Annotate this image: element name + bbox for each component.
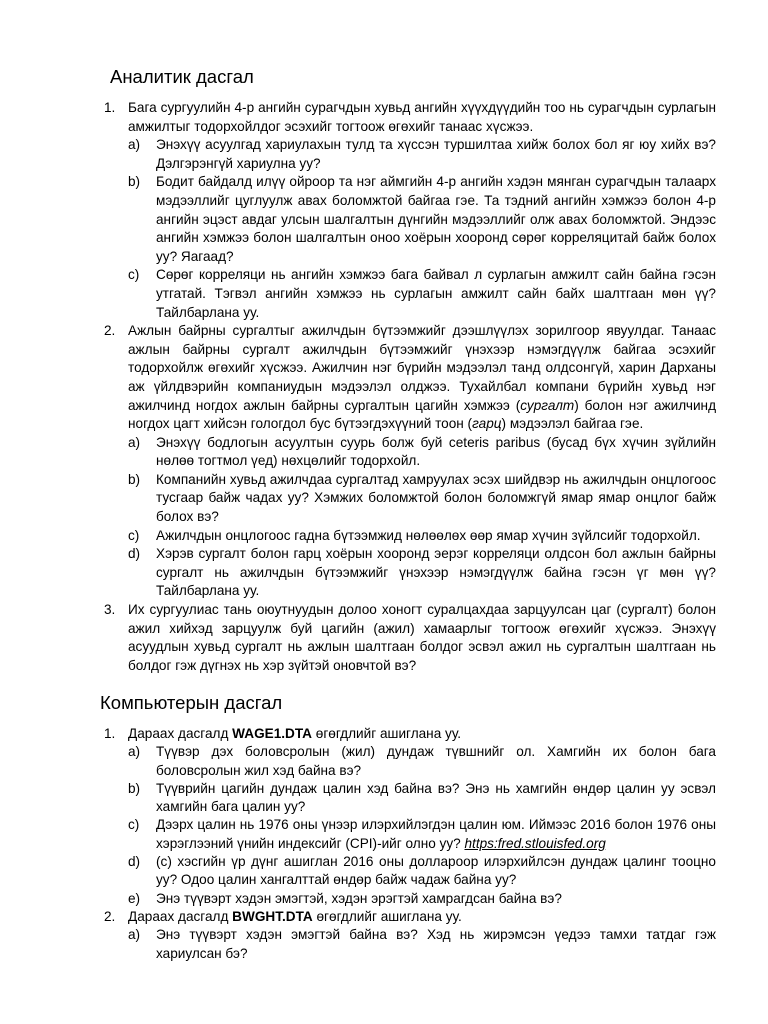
sub-text: Түүврийн цагийн дундаж цалин хэд байна вэ? Энэ нь хамгийн өндөр цалин уу эсвэл хамгийн бага цалин уу? xyxy=(156,780,716,815)
sub-text: Энэ түүвэрт хэдэн эмэгтэй, хэдэн эрэгтэй хамрагдсан байна вэ? xyxy=(156,890,562,906)
sub-letter: c) xyxy=(128,817,140,833)
dataset-name: BWGHT.DTA xyxy=(232,908,313,924)
sub-letter: a) xyxy=(128,434,141,450)
emphasis-output: гарц xyxy=(472,416,502,432)
item-text xyxy=(128,908,716,926)
sub-letter: b) xyxy=(128,780,141,796)
exercise-item-2 xyxy=(100,322,716,601)
item-number: 1. xyxy=(104,726,116,741)
sub-item-c1d xyxy=(128,853,716,890)
section-title-computer: Компьютерын дасгал xyxy=(100,692,283,713)
item-text: Их сургуулиас тань оюутнуудын долоо хоногт суралцахдаа зарцуулсан цаг (сургалт) болон ажил хийхэд зарцуулж буй цагийн (ажил) хамаарлыг тогтоож өгөхийг хүсжээ. Энэхүү асуудлын хувьд сургалт нь ажлын шалтгаан болдог эсвэл ажил нь сургалтын шалтгаан нь болдог гэж дүгнэх нь хэр зүйтэй оновчтой вэ? xyxy=(128,602,716,673)
sub-item-2b xyxy=(128,471,716,527)
exercise-item-3 xyxy=(100,601,716,675)
sub-text: Хэрэв сургалт болон гарц хоёрын хооронд эерэг корреляци олдсон бол ажлын байрны сургалт нь ажилчдын бүтээмжийг үнэхээр нэмэгдүүлж байна гэсэн үг мөн үү? Тайлбарлана уу. xyxy=(156,546,716,599)
sub-item-c1b xyxy=(128,780,716,817)
item-text-part: Дээрх цалин нь 1976 оны үнээр илэрхийлэгдэн цалин юм. Иймээс 2016 болон 1976 оны хэрэглээний үнийн индексийг (CPI)-ийг олно уу? xyxy=(156,817,716,851)
sub-letter: b) xyxy=(128,174,141,190)
sub-letter: a) xyxy=(128,927,141,943)
sub-item-c1c xyxy=(128,816,716,853)
section-title-analytic: Аналитик дасгал xyxy=(110,66,254,87)
sub-text: Компанийн хувьд ажилчдаа сургалтад хамруулах эсэх шийдвэр нь ажилчдын онцлогоос тусгаар байж чадах уу? Хэмжих боломжтой болон боломжгүй ямар ямар онцлог байж болох вэ? xyxy=(156,471,716,525)
item-text-part: ) мэдээлэл байгаа гэе. xyxy=(501,416,644,432)
sub-letter: c) xyxy=(128,267,140,283)
emphasis-training: сургалт xyxy=(520,397,575,413)
computer-item-2 xyxy=(100,908,716,963)
dataset-name: WAGE1.DTA xyxy=(232,726,312,741)
item-text xyxy=(128,725,716,743)
sub-letter: a) xyxy=(128,137,141,153)
computer-item-1 xyxy=(100,725,716,908)
analytic-exercise-list xyxy=(100,99,716,675)
sub-text: (c) хэсгийн үр дүнг ашиглан 2016 оны доллароор илэрхийлсэн дундаж цалинг тооцно уу? Одоо цалин хангалттай өндөр байж чадаж байна уу? xyxy=(156,854,716,888)
sub-item-1c xyxy=(128,266,716,322)
item-text-part: ) болон нэг ажилчинд ногдох цагт хийсэн гологдол бус бүтээгдэхүүний тоон ( xyxy=(128,397,717,432)
sub-item-2d xyxy=(128,545,716,601)
sub-letter: d) xyxy=(128,854,141,870)
exercise-item-1 xyxy=(100,99,716,322)
item-number: 2. xyxy=(104,323,116,339)
sub-text: Сөрөг корреляци нь ангийн хэмжээ бага байвал л сурлагын амжилт сайн байна гэсэн утгатай. Тэгвэл ангийн хэмжээ нь сурлагын амжилт сайн байх шалтгаан мөн үү? Тайлбарлана уу. xyxy=(156,267,716,320)
sub-text: Ажилчдын онцлогоос гадна бүтээмжид нөлөөлөх өөр ямар хүчин зүйлсийг тодорхойл. xyxy=(156,527,701,543)
sub-letter: e) xyxy=(128,890,141,906)
sub-text: Энэ түүвэрт хэдэн эмэгтэй байна вэ? Хэд нь жирэмсэн үедээ тамхи татдаг гэж хариулсан бэ? xyxy=(156,927,716,961)
item-text-part: өгөгдлийг ашиглана уу. xyxy=(312,908,462,924)
item-text: Бага сургуулийн 4-р ангийн сурагчдын хувьд ангийн хүүхдүүдийн тоо нь сурагчдын сурлагын амжилтыг тодорхойлдог эсэхийг тогтоож өгөхийг танаас хүсжээ. xyxy=(128,100,716,134)
item-text-part: Ажлын байрны сургалтыг ажилчдын бүтээмжийг дээшлүүлэх зорилгоор явуулдаг. Танаас ажлын байрны сургалт ажилчдын бүтээмжийг үнэхээр нэмэгдүүлж байгаа эсэхийг тодорхойлж өгөхийг хүсжээ. Ажилчин нэг бүрийн мэдээлэл танд олдсонгүй, харин Дарханы аж үйлдвэрийн компаниудын мэдээлэл олджээ. Тухайлбал компани бүрийн хувьд нэг ажилчинд ногдох ажлын байрны сургалтын цагийн хэмжээ ( xyxy=(128,323,716,413)
sub-item-1a xyxy=(128,136,716,173)
sub-letter: b) xyxy=(128,471,141,487)
sub-item-c2a xyxy=(128,926,716,963)
sub-text: Энэхүү асуулгад хариулахын тулд та хүссэн туршилтаа хийж болох бол яг юу хийх вэ? Дэлгэрэнгүй хариулна уу? xyxy=(156,137,716,171)
sub-text xyxy=(156,816,716,853)
sub-text: Энэхүү бодлогын асуултын суурь болж буй ceteris paribus (бусад бүх хүчин зүйлийн нөлөө тогтмол үед) нөхцөлийг тодорхойл. xyxy=(156,434,716,469)
sub-item-1b xyxy=(128,173,716,266)
fred-link[interactable]: https:fred.stlouisfed.org xyxy=(464,835,606,851)
item-text-part: өгөгдлийг ашиглана уу. xyxy=(311,726,462,741)
item-number: 1. xyxy=(104,100,116,115)
sub-item-c1e xyxy=(128,890,716,908)
sub-item-2c xyxy=(128,527,716,546)
sub-text: Бодит байдалд илүү ойроор та нэг аймгийн 4-р ангийн хэдэн мянган сурагчдын талаарх мэдээллийг цуглуулж авах боломжтой байгаа гэе. Та тэдний ангийн хэмжээ болон 4-р ангийн эцэст авдаг улсын шалгалтын дүнгийн мэдээллийг олж авах боломжтой. Эндээс ангийн хэмжээ болон шалгалтын оноо хоёрын хооронд сөрөг корреляцитай байж болох уу? Яагаад? xyxy=(156,174,716,264)
sub-item-c1a xyxy=(128,743,716,780)
item-number: 3. xyxy=(104,602,116,618)
sub-letter: c) xyxy=(128,527,140,543)
item-text xyxy=(128,322,716,434)
item-number: 2. xyxy=(104,908,116,924)
computer-exercise-list xyxy=(100,725,716,963)
sub-letter: a) xyxy=(128,744,141,760)
sub-item-2a xyxy=(128,434,716,471)
item-text-part: Дараах дасгалд xyxy=(128,726,233,741)
sub-text: Түүвэр дэх боловсролын (жил) дундаж түвшнийг ол. Хамгийн их болон бага боловсролын жил хэд байна вэ? xyxy=(156,744,716,778)
sub-letter: d) xyxy=(128,546,141,562)
item-text-part: Дараах дасгалд xyxy=(128,908,233,924)
